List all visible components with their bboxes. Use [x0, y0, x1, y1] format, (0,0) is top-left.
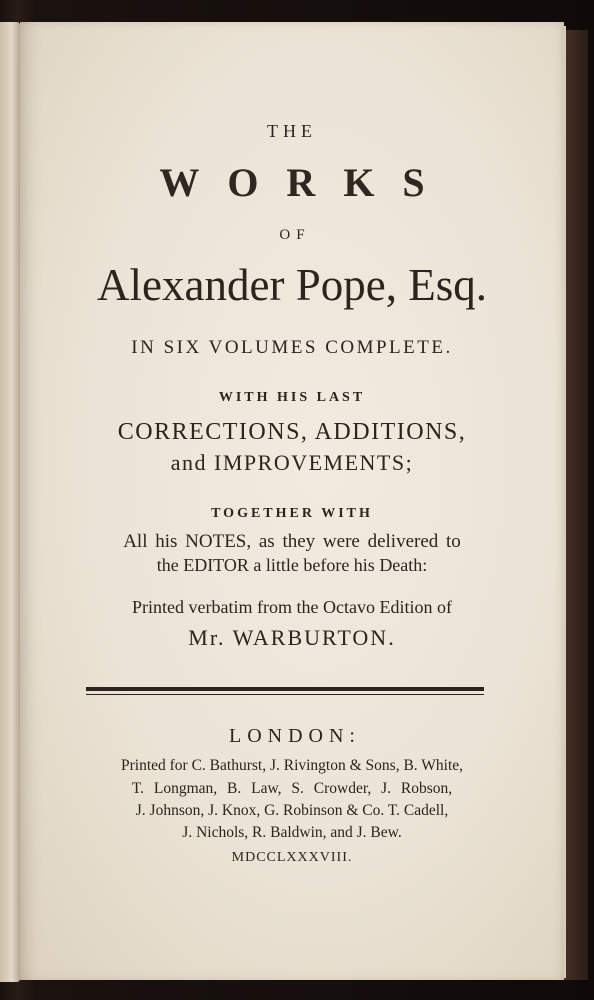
- the-heading: THE: [267, 121, 317, 141]
- imprint-line-4: J. Nichols, R. Baldwin, and J. Bew.: [182, 824, 402, 841]
- corrections-line: CORRECTIONS, ADDITIONS,: [117, 419, 467, 445]
- author-name: Alexander Pope, Esq.: [97, 260, 487, 310]
- works-heading: WORKS: [159, 160, 453, 205]
- imprint-line-3: J. Johnson, J. Knox, G. Robinson & Co. T. Cadell,: [135, 802, 449, 819]
- london-line: LONDON:: [229, 725, 361, 747]
- imprint-line-1: Printed for C. Bathurst, J. Rivington & Sons, B. White,: [120, 757, 463, 774]
- publication-date: MDCCLXXXVIII.: [231, 850, 353, 865]
- improvements-line: and IMPROVEMENTS;: [170, 450, 414, 475]
- warburton-line: Mr. WARBURTON.: [188, 625, 396, 650]
- notes-line-1: All his NOTES, as they were delivered to: [123, 531, 461, 552]
- volumes-line: IN SIX VOLUMES COMPLETE.: [131, 337, 453, 358]
- thin-rule: [86, 694, 484, 695]
- together-with-line: TOGETHER WITH: [211, 506, 373, 521]
- facing-page-edge: [0, 22, 20, 982]
- printed-verbatim-line: Printed verbatim from the Octavo Edition of: [132, 597, 452, 617]
- of-heading: OF: [279, 227, 311, 243]
- thick-rule: [86, 687, 484, 691]
- notes-line-2: the EDITOR a little before his Death:: [156, 555, 428, 575]
- with-his-last-line: WITH HIS LAST: [218, 390, 366, 405]
- imprint-line-2: T. Longman, B. Law, S. Crowder, J. Robson,: [131, 780, 453, 797]
